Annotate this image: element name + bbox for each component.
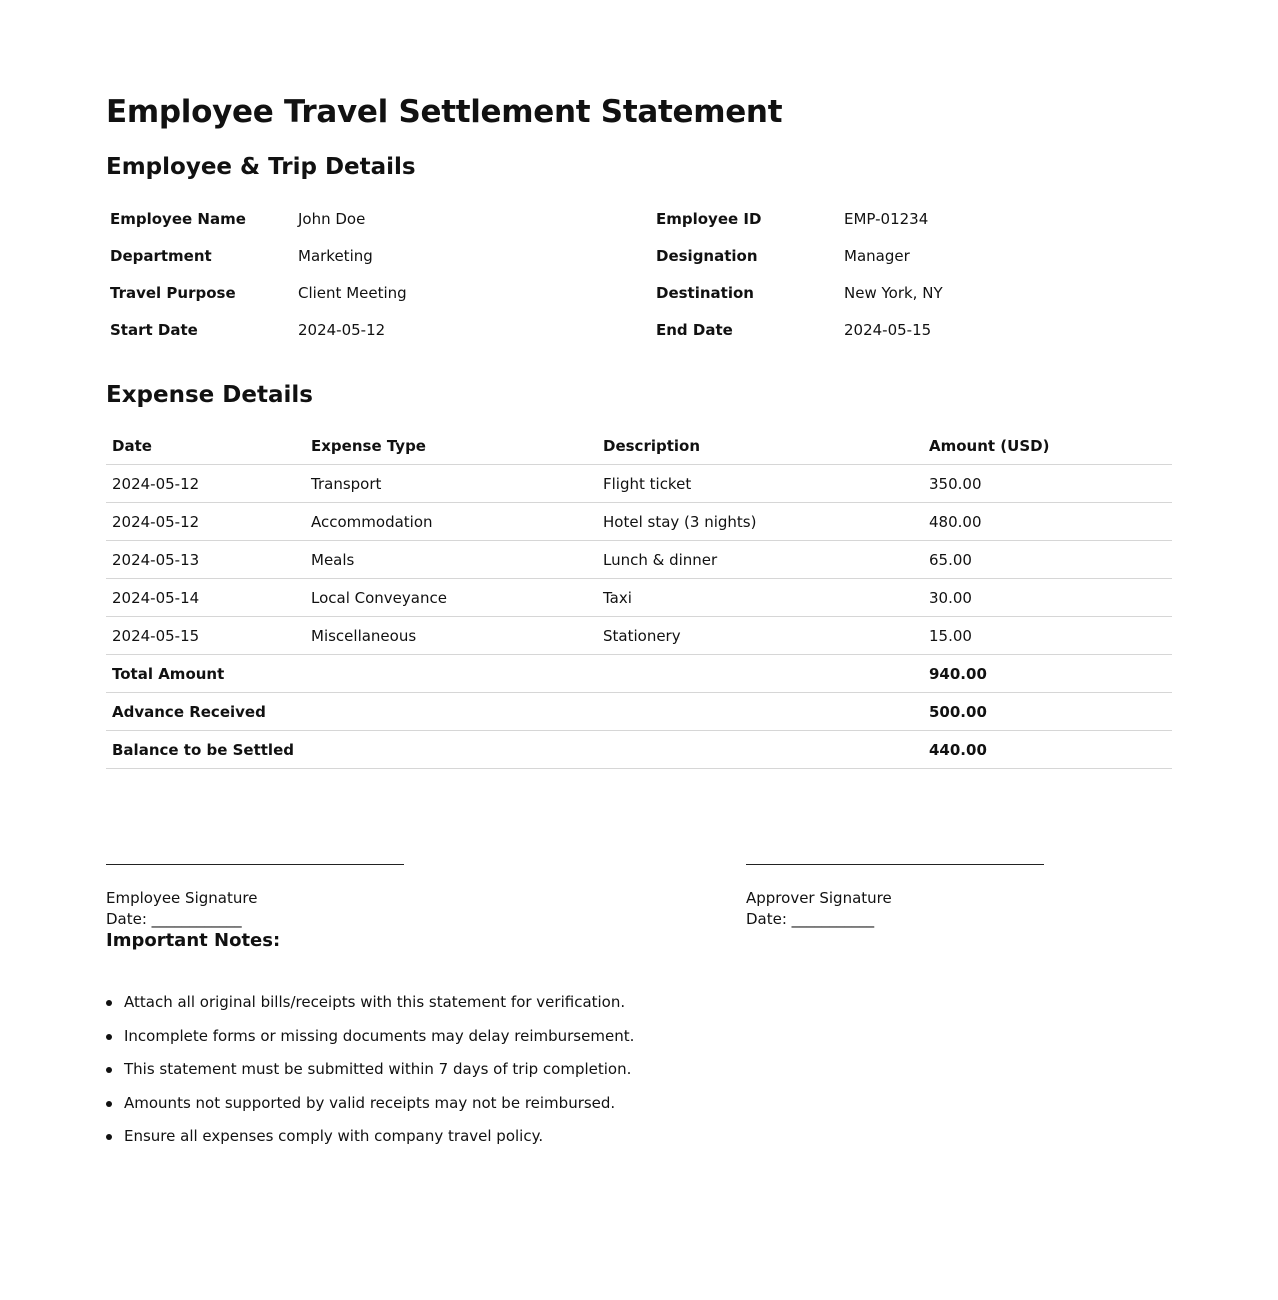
end-date-value: 2024-05-15	[844, 320, 932, 339]
department-value: Marketing	[298, 246, 373, 265]
list-item: Amounts not supported by valid receipts may not be reimbursed.	[106, 1087, 634, 1121]
expense-amount: 350.00	[923, 465, 1172, 503]
expense-date: 2024-05-13	[106, 541, 305, 579]
list-item: Incomplete forms or missing documents may delay reimbursement.	[106, 1020, 634, 1054]
list-item: Attach all original bills/receipts with this statement for verification.	[106, 986, 634, 1020]
expense-date: 2024-05-14	[106, 579, 305, 617]
details-row	[106, 311, 1172, 348]
expense-description: Taxi	[597, 579, 923, 617]
destination-value: New York, NY	[844, 283, 943, 302]
expense-table	[106, 427, 1172, 769]
designation-label: Designation	[656, 246, 758, 265]
advance-received-row	[106, 693, 1172, 731]
employee-name-label: Employee Name	[110, 209, 246, 228]
details-row	[106, 274, 1172, 311]
expense-description: Stationery	[597, 617, 923, 655]
approver-signature-block	[746, 888, 892, 930]
balance-row	[106, 731, 1172, 769]
total-amount-value: 940.00	[923, 655, 1172, 693]
employee-signature-line	[106, 864, 404, 865]
expense-type: Local Conveyance	[305, 579, 597, 617]
details-row	[106, 237, 1172, 274]
total-amount-label: Total Amount	[106, 655, 923, 693]
department-label: Department	[110, 246, 212, 265]
expense-details-heading: Expense Details	[106, 382, 313, 408]
approver-signature-line	[746, 864, 1044, 865]
expense-amount: 480.00	[923, 503, 1172, 541]
trip-details-table	[106, 200, 1172, 348]
balance-value: 440.00	[923, 731, 1172, 769]
approver-signature-label: Approver Signature	[746, 889, 892, 907]
table-row	[106, 617, 1172, 655]
advance-received-label: Advance Received	[106, 693, 923, 731]
expense-date: 2024-05-15	[106, 617, 305, 655]
expense-type: Miscellaneous	[305, 617, 597, 655]
expense-description: Hotel stay (3 nights)	[597, 503, 923, 541]
expense-description: Flight ticket	[597, 465, 923, 503]
expense-amount: 30.00	[923, 579, 1172, 617]
expense-type: Accommodation	[305, 503, 597, 541]
column-header-expense-type: Expense Type	[305, 427, 597, 465]
approver-signature-date: Date: ___________	[746, 910, 875, 928]
expense-description: Lunch & dinner	[597, 541, 923, 579]
employee-signature-label: Employee Signature	[106, 889, 258, 907]
designation-value: Manager	[844, 246, 910, 265]
expense-date: 2024-05-12	[106, 465, 305, 503]
balance-label: Balance to be Settled	[106, 731, 923, 769]
expense-amount: 65.00	[923, 541, 1172, 579]
document-title: Employee Travel Settlement Statement	[106, 94, 783, 130]
end-date-label: End Date	[656, 320, 733, 339]
employee-name-value: John Doe	[298, 209, 366, 228]
expense-header-row	[106, 427, 1172, 465]
table-row	[106, 503, 1172, 541]
expense-amount: 15.00	[923, 617, 1172, 655]
table-row	[106, 541, 1172, 579]
expense-type: Meals	[305, 541, 597, 579]
details-row	[106, 200, 1172, 237]
employee-signature-date: Date: ____________	[106, 910, 242, 928]
expense-type: Transport	[305, 465, 597, 503]
important-notes-heading: Important Notes:	[106, 930, 281, 951]
list-item: This statement must be submitted within 7 days of trip completion.	[106, 1053, 634, 1087]
table-row	[106, 465, 1172, 503]
expense-date: 2024-05-12	[106, 503, 305, 541]
column-header-date: Date	[106, 427, 305, 465]
travel-purpose-value: Client Meeting	[298, 283, 407, 302]
table-row	[106, 579, 1172, 617]
travel-purpose-label: Travel Purpose	[110, 283, 236, 302]
important-notes-list	[106, 986, 634, 1154]
employee-id-label: Employee ID	[656, 209, 762, 228]
trip-details-heading: Employee & Trip Details	[106, 154, 416, 180]
advance-received-value: 500.00	[923, 693, 1172, 731]
employee-id-value: EMP-01234	[844, 209, 929, 228]
total-amount-row	[106, 655, 1172, 693]
start-date-label: Start Date	[110, 320, 198, 339]
destination-label: Destination	[656, 283, 754, 302]
column-header-description: Description	[597, 427, 923, 465]
column-header-amount: Amount (USD)	[923, 427, 1172, 465]
list-item: Ensure all expenses comply with company travel policy.	[106, 1120, 634, 1154]
start-date-value: 2024-05-12	[298, 320, 386, 339]
employee-signature-block	[106, 888, 257, 930]
